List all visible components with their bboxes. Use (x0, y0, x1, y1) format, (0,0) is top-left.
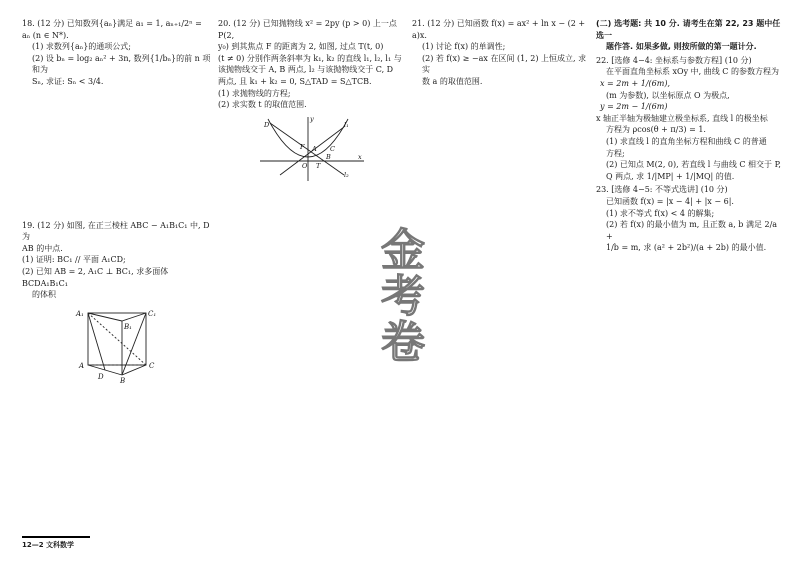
q20-part2: (2) 求实数 t 的取值范围. (218, 100, 307, 110)
column-2 (218, 18, 408, 187)
q22-line3: 方程为 ρcos(θ + π/3) = 1. (606, 125, 706, 135)
question-19 (22, 220, 212, 383)
label-F: F (300, 142, 305, 151)
q20-line4: 该抛物线交于 A, B 两点, l₂ 与该抛物线交于 C, D (218, 65, 394, 75)
q23-part2: (2) 若 f(x) 的最小值为 m, 且正数 a, b 满足 2/a + (606, 220, 778, 241)
label-A1: A₁ (76, 309, 84, 318)
q23-title: 23. [选修 4−5: 不等式选讲] (10 分) (596, 185, 728, 195)
q22-part1-cont: 方程; (606, 148, 625, 158)
q18-part2: (2) 设 bₙ = log₂ aₙ² + 3n, 数列{1/bₙ}的前 n 项和为 (32, 53, 211, 75)
q19-part1: (1) 证明: BC₁ // 平面 A₁CD; (22, 255, 126, 265)
q22-eq2: y = 2m − 1/(6m) (600, 102, 668, 112)
part2-header-line1: (二) 选考题: 共 10 分. 请考生在第 22, 23 题中任选一 (596, 19, 781, 40)
q19-part2: (2) 已知 AB = 2, A₁C ⊥ BC₁, 求多面体 BCDA₁B₁C₁ (22, 266, 169, 288)
label-T: T (316, 161, 321, 170)
label-O: O (302, 161, 308, 170)
q22-line1: 在平面直角坐标系 xOy 中, 曲线 C 的参数方程为 (606, 67, 779, 77)
q18-title: 18. (12 分) 已知数列{aₙ}满足 a₁ = 1, aₙ₊₁/2ⁿ = aₙ (n ∈ N*). (22, 19, 202, 40)
q18-part2-cont: Sₙ, 求证: Sₙ < 3/4. (32, 76, 104, 86)
q22-eq1-note: (m 为参数), 以坐标原点 O 为极点, (606, 90, 730, 100)
q20-line3: (t ≠ 0) 分别作两条斜率为 k₁, k₂ 的直线 l₁, l₂, l₁ 与 (218, 53, 402, 63)
prism-figure (72, 305, 162, 383)
q20-title: 20. (12 分) 已知抛物线 x² = 2py (p > 0) 上一点 P(2, (218, 19, 397, 40)
q22-title: 22. [选修 4−4: 坐标系与参数方程] (10 分) (596, 55, 752, 65)
page-footer: 12—2 文科数学 (22, 536, 90, 550)
label-D: D (98, 372, 104, 381)
question-23 (596, 184, 786, 254)
label-l2: l₂ (344, 170, 349, 179)
column-1 (22, 18, 212, 387)
q23-part2-cont: 1/b = m, 求 (a² + 2b²)/(a + 2b) 的最小值. (606, 243, 767, 253)
question-21 (412, 18, 590, 88)
column-3 (412, 18, 590, 90)
label-C1: C₁ (148, 309, 157, 318)
q23-line1: 已知函数 f(x) = |x − 4| + |x − 6|. (606, 196, 734, 206)
question-22 (596, 55, 786, 183)
column-4 (596, 18, 786, 256)
parabola-figure (258, 115, 368, 183)
label-B1: B₁ (124, 322, 132, 331)
watermark-stamp: 金考卷 (381, 225, 425, 369)
q18-part1: (1) 求数列{aₙ}的通项公式; (32, 42, 131, 52)
label-B: B (326, 152, 331, 161)
q22-part2-cont: Q 两点, 求 1/|MP| + 1/|MQ| 的值. (606, 171, 735, 181)
q22-part1: (1) 求直线 l 的直角坐标方程和曲线 C 的普通 (606, 136, 767, 146)
q19-title: 19. (12 分) 如图, 在正三棱柱 ABC − A₁B₁C₁ 中, D 为 (22, 220, 210, 242)
q20-line5: 两点, 且 k₁ + k₂ = 0, S△TAD = S△TCB. (218, 76, 372, 86)
part2-header (596, 18, 786, 53)
q23-part1: (1) 求不等式 f(x) < 4 的解集; (606, 208, 715, 218)
q20-part1: (1) 求抛物线的方程; (218, 88, 291, 98)
label-A: A (312, 144, 317, 153)
q21-part2: (2) 若 f(x) ≥ −ax 在区间 (1, 2) 上恒成立, 求实 (422, 53, 587, 75)
q21-part2-cont: 数 a 的取值范围. (422, 76, 483, 86)
part2-header-line2: 题作答. 如果多做, 则按所做的第一题计分. (606, 42, 757, 52)
label-C: C (149, 361, 155, 370)
label-l1: l₁ (344, 120, 349, 129)
question-20 (218, 18, 408, 183)
label-y: y (310, 114, 314, 123)
q22-part2: (2) 已知点 M(2, 0), 若直线 l 与曲线 C 相交于 P, (606, 160, 781, 170)
q22-line2: x 轴正半轴为极轴建立极坐标系, 直线 l 的极坐标 (596, 113, 768, 123)
label-B: B (120, 376, 126, 383)
q21-part1: (1) 讨论 f(x) 的单调性; (422, 42, 506, 52)
q20-line2: y₀) 到其焦点 F 的距离为 2, 如图, 过点 T(t, 0) (218, 42, 384, 52)
q19-title-cont: AB 的中点. (22, 243, 63, 253)
label-C: C (330, 144, 335, 153)
label-A: A (79, 361, 85, 370)
label-x: x (358, 152, 362, 161)
q22-eq1: x = 2m + 1/(6m), (600, 78, 671, 88)
label-D: D (264, 120, 270, 129)
q21-title: 21. (12 分) 已知函数 f(x) = ax² + ln x − (2 + a)x. (412, 19, 586, 40)
q19-part2-cont: 的体积 (32, 290, 56, 300)
question-18 (22, 18, 212, 88)
